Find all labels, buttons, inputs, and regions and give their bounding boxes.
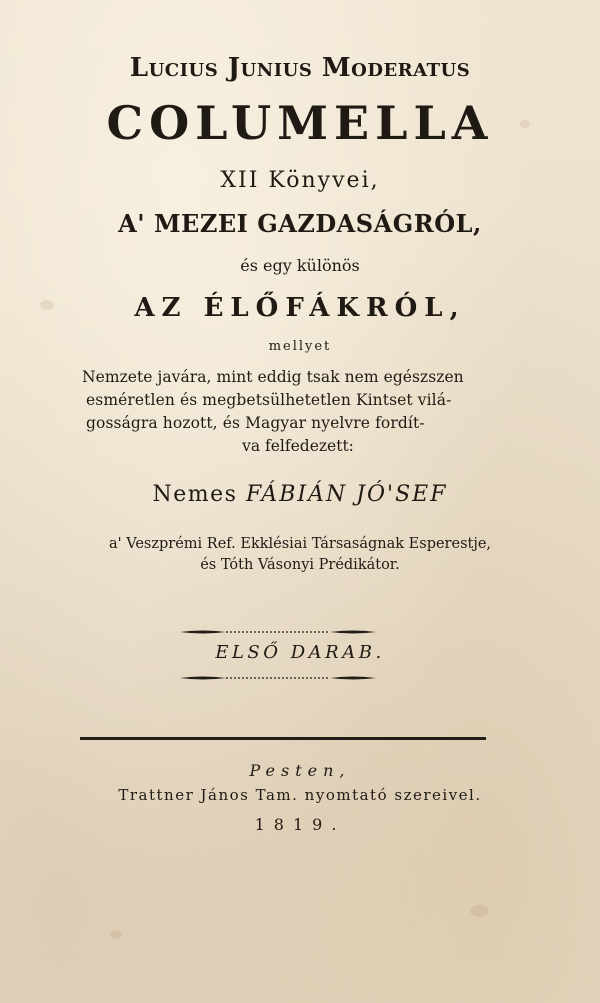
foxing-spot — [110, 930, 122, 939]
horizontal-rule — [80, 737, 486, 740]
body-line: va felfedezett: — [242, 437, 354, 455]
body-line: esméretlen és megbetsülhetetlen Kintset vilá- — [86, 391, 452, 409]
foxing-spot — [470, 905, 488, 917]
which-line: mellyet — [268, 339, 332, 354]
translator-line — [0, 484, 600, 506]
connector-line: és egy különös — [240, 256, 360, 275]
subject-line: A' MEZEI GAZDASÁGRÓL, — [118, 209, 482, 238]
author-line: Lucius Junius Moderatus — [129, 53, 471, 83]
dedication-paragraph — [82, 366, 514, 458]
books-line: XII Könyvei, — [220, 168, 380, 193]
author-name: COLUMELLA — [106, 96, 494, 150]
ornament-rule-bottom — [178, 673, 378, 683]
year-line: 1819. — [254, 815, 346, 834]
translator-prefix: Nemes — [152, 482, 238, 507]
part-line: ELSŐ DARAB. — [215, 642, 385, 663]
place-line: Pesten, — [249, 761, 351, 780]
body-line: gosságra hozott, és Magyar nyelvre fordít- — [86, 414, 425, 432]
role-line: és Tóth Vásonyi Prédikátor. — [200, 557, 400, 573]
printer-line: Trattner János Tam. nyomtató szereivel. — [118, 786, 482, 804]
role-line: a' Veszprémi Ref. Ekklésiai Társaságnak Esperestje, — [108, 536, 492, 552]
body-line: Nemzete javára, mint eddig tsak nem egészszen — [82, 368, 464, 386]
trees-line: AZ ÉLŐFÁKRÓL, — [134, 293, 466, 323]
ornament-rule-top — [178, 627, 378, 637]
translator-name: FÁBIÁN JÓ'SEF — [245, 482, 448, 507]
